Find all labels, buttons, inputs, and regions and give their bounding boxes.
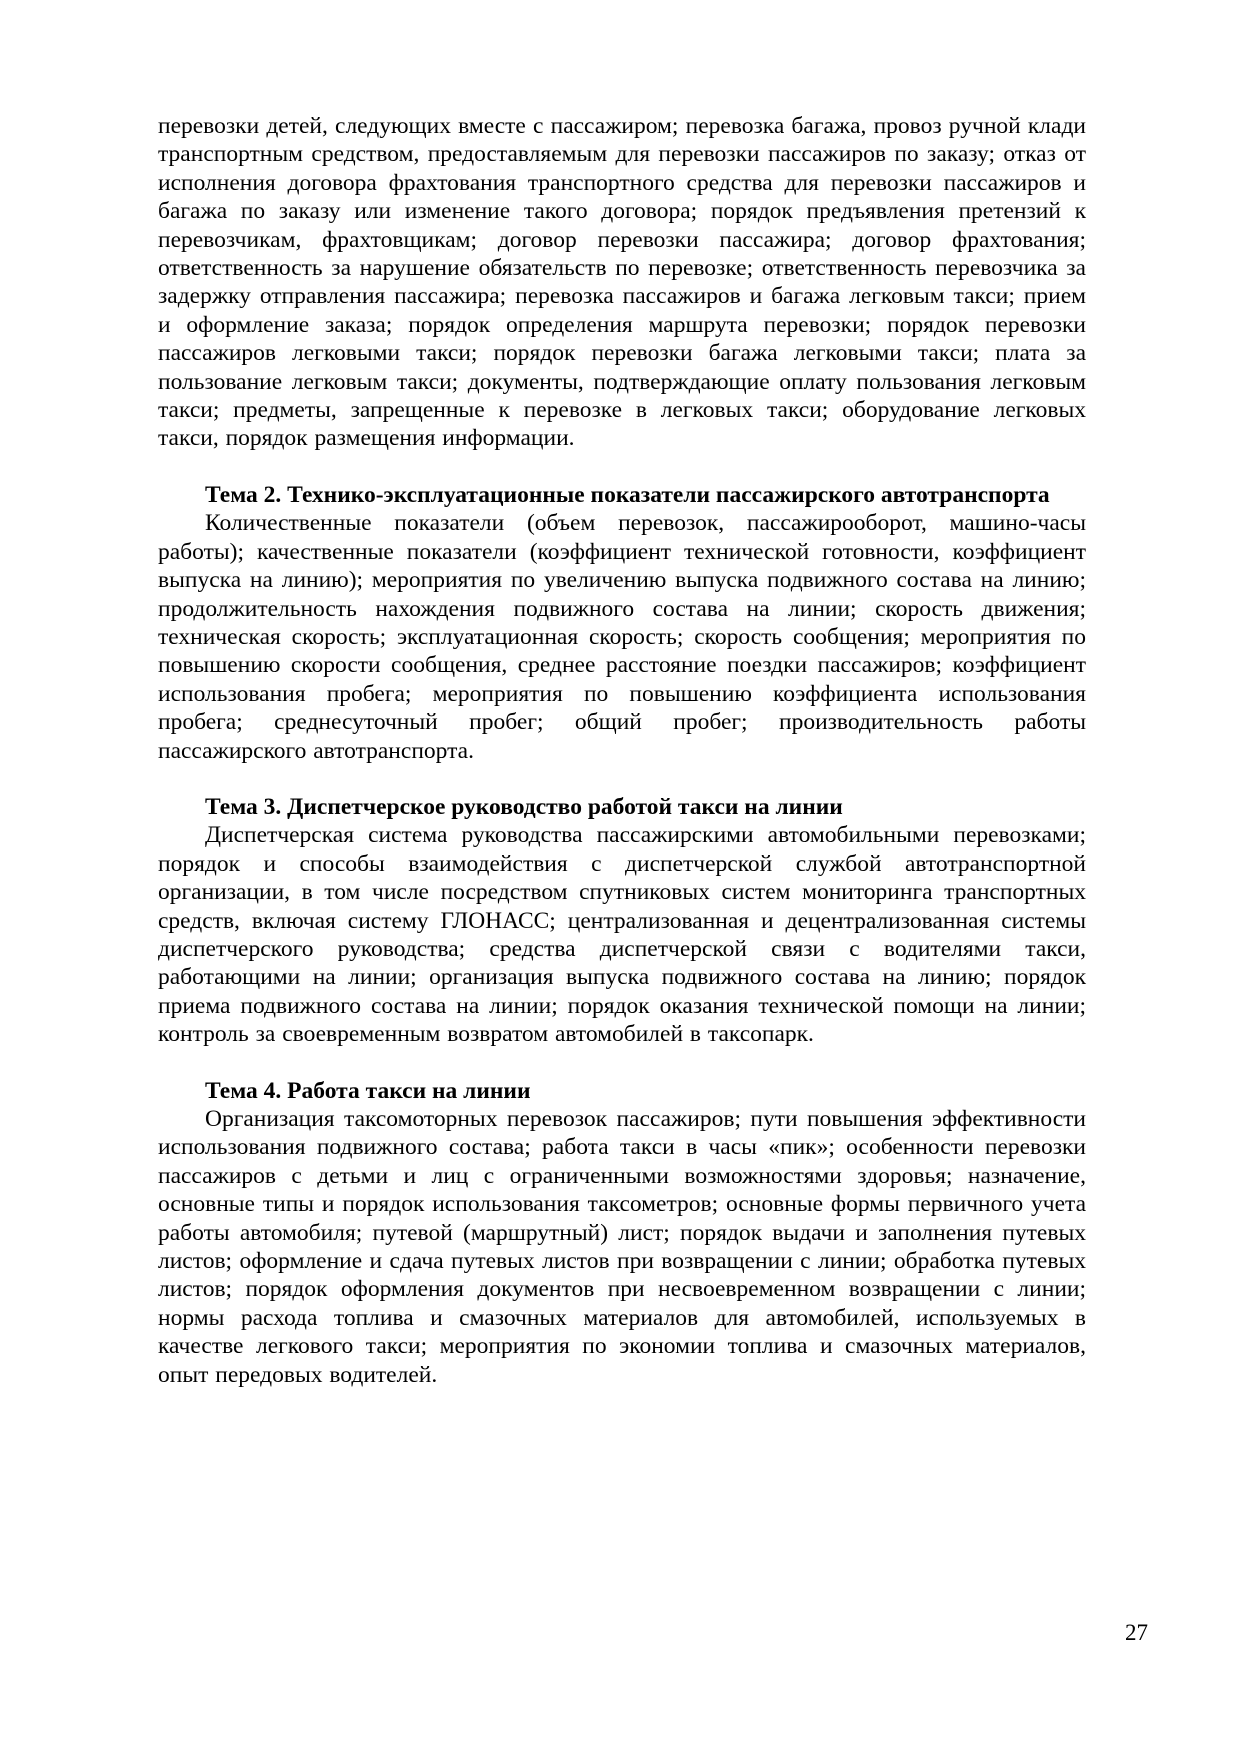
- heading-topic-3: Тема 3. Диспетчерское руководство работой такси на линии: [205, 793, 843, 820]
- heading-topic-2: Тема 2. Технико-эксплуатационные показатели пассажирского автотранспорта: [205, 481, 1050, 508]
- paragraph-topic-2: Количественные показатели (объем перевозок, пассажирооборот, машино-часы работы); качественные показатели (коэффициент технической готовности, коэффициент выпуска на линию); мероприятия по увеличению выпуска подвижного состава на линию; продолжительность нахождения подвижного состава на линии; скорость движения; техническая скорость; эксплуатационная скорость; скорость сообщения; мероприятия по повышению скорости сообщения, среднее расстояние поездки пассажиров; коэффициент использования пробега; мероприятия по повышению коэффициента использования пробега; среднесуточный пробег; общий пробег; производительность работы пассажирского автотранспорта.: [158, 510, 1086, 764]
- paragraph-topic-4: Организация таксомоторных перевозок пассажиров; пути повышения эффективности использования подвижного состава; работа такси в часы «пик»; особенности перевозки пассажиров с детьми и лиц с ограниченными возможностями здоровья; назначение, основные типы и порядок использования таксометров; основные формы первичного учета работы автомобиля; путевой (маршрутный) лист; порядок выдачи и заполнения путевых листов; оформление и сдача путевых листов при возвращении с линии; обработка путевых листов; порядок оформления документов при несвоевременном возвращении с линии; нормы расхода топлива и смазочных материалов для автомобилей, используемых в качестве легкового такси; мероприятия по экономии топлива и смазочных материалов, опыт передовых водителей.: [158, 1106, 1086, 1388]
- heading-topic-4: Тема 4. Работа такси на линии: [205, 1077, 531, 1104]
- page-body: [158, 112, 1086, 1389]
- paragraph-topic1-continuation: перевозки детей, следующих вместе с пассажиром; перевозка багажа, провоз ручной клади транспортным средством, предоставляемым для перевозки пассажиров по заказу; отказ от исполнения договора фрахтования транспортного средства для перевозки пассажиров и багажа по заказу или изменение такого договора; порядок предъявления претензий к перевозчикам, фрахтовщикам; договор перевозки пассажира; договор фрахтования; ответственность за нарушение обязательств по перевозке; ответственность перевозчика за задержку отправления пассажира; перевозка пассажиров и багажа легковым такси; прием и оформление заказа; порядок определения маршрута перевозки; порядок перевозки пассажиров легковыми такси; порядок перевозки багажа легковыми такси; плата за пользование легковым такси; документы, подтверждающие оплату пользования легковым такси; предметы, запрещенные к перевозке в легковых такси; оборудование легковых такси, порядок размещения информации.: [158, 113, 1086, 452]
- page-number: 27: [1125, 1620, 1148, 1645]
- paragraph-topic-3: Диспетчерская система руководства пассажирскими автомобильными перевозками; порядок и способы взаимодействия с диспетчерской службой автотранспортной организации, в том числе посредством спутниковых систем мониторинга транспортных средств, включая систему ГЛОНАСС; централизованная и децентрализованная системы диспетчерского руководства; средства диспетчерской связи с водителями такси, работающими на линии; организация выпуска подвижного состава на линию; порядок приема подвижного состава на линии; порядок оказания технической помощи на линии; контроль за своевременным возвратом автомобилей в таксопарк.: [158, 822, 1086, 1048]
